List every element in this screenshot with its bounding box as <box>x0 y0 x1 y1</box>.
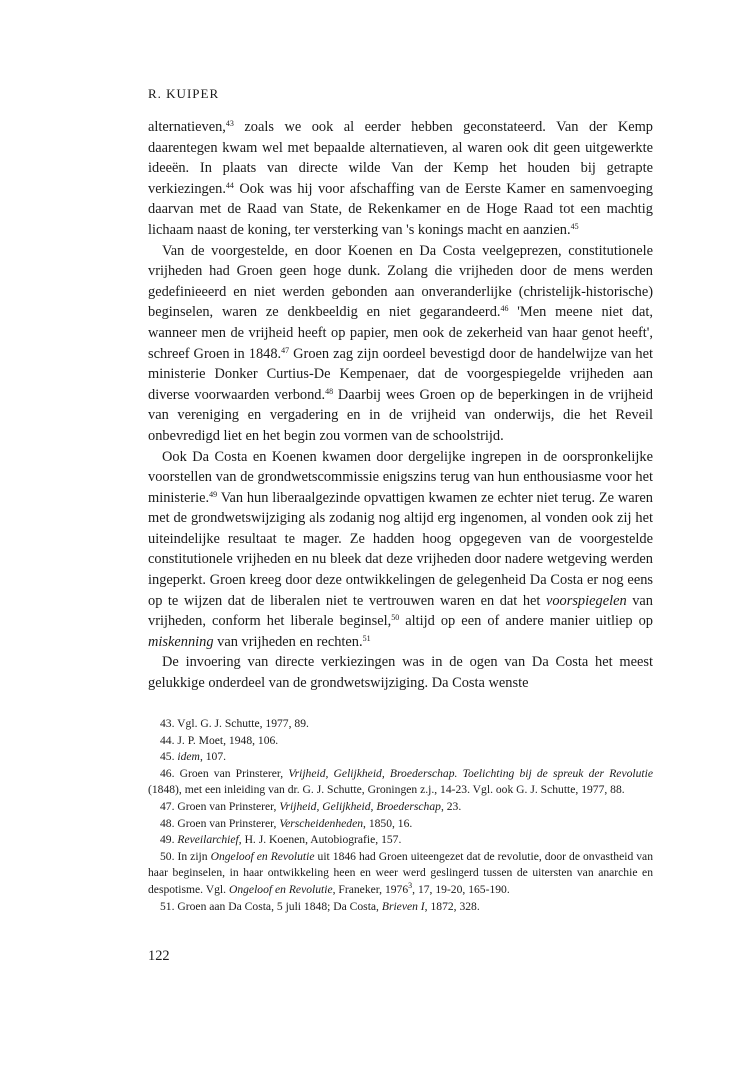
text-run: 'Men meene niet dat, wanneer men de vrijheid heeft op papier, men ook de zekerheid van haar genot heeft', schreef Groen in 1848. <box>148 304 654 362</box>
emphasis: Vrijheid, Gelijkheid, Broederschap. Toelichting bij de spreuk der Revolutie <box>288 766 653 780</box>
footnote <box>148 766 653 799</box>
text-run: , H. J. Koenen, Autobiografie, 157. <box>238 833 402 847</box>
paragraph <box>148 652 653 693</box>
text-run: , 107. <box>199 750 227 764</box>
text-run: Ook Da Costa en Koenen kwamen door dergelijke ingrepen in de oorspronkelijke voorstellen van de grondwetscommissie enigszins terug van hun enthousiasme voor het ministerie. <box>148 448 653 506</box>
footnote <box>148 799 653 816</box>
text-run: Groen zag zijn oordeel bevestigd door de handelwijze van het ministerie Donker Curtius-De Kempenaer, dat de voorgespiegelde vrijheden aan diverse voorwaarden verbond. <box>148 345 653 403</box>
text-run: zoals we ook al eerder hebben geconstateerd. Van der Kemp daarentegen kwam wel met bepaalde alternatieven, al waren ook dit geen uitgewerkte ideeën. In plaats van directe wilde Van der Kemp het houden bij getrapte verkiezingen. <box>148 119 653 197</box>
footnote-ref: 45 <box>570 221 579 231</box>
text-run: , 17, 19-20, 165-190. <box>412 882 510 896</box>
text-run: 49. <box>160 833 178 847</box>
text-run: Van hun liberaalgezinde opvattigen kwamen ze echter niet terug. Ze waren met de grondwetswijziging als zodanig nog altijd erg ingenomen, al vonden ook zij het uiteindelijke resultaat te mager. Ze hadden hoog opgegeven van de voorgestelde constitutionele vrijheden en nu bleek dat deze vrijheden door nadere wetgeving werden ingeperkt. Groen kreeg door deze ontwikkelingen de gelegenheid Da Costa er nog eens op te wijzen dat de liberalen niet te vertrouwen waren en dat het <box>148 489 653 609</box>
text-run: 46. Groen van Prinsterer, <box>160 766 289 780</box>
emphasis: Verscheidenheden <box>279 816 364 830</box>
emphasis: voorspiegelen <box>545 592 627 609</box>
footnote <box>148 849 653 899</box>
footnote-ref: 44 <box>225 180 234 190</box>
emphasis: Vrijheid, Gelijkheid, Broederschap <box>279 799 441 813</box>
emphasis: Ongeloof en Revolutie <box>228 882 333 896</box>
text-run: (1848), met een inleiding van dr. G. J. Schutte, Groningen z.j., 14-23. Vgl. ook G. J. Schutte, 1977, 88. <box>148 783 625 797</box>
footnote-ref: 49 <box>209 489 218 499</box>
footnote-ref: 51 <box>362 633 371 643</box>
footnote <box>148 749 653 766</box>
paragraph <box>148 447 653 653</box>
running-header: R. KUIPER <box>148 86 220 101</box>
text-run: , 1850, 16. <box>363 816 413 830</box>
footnote-ref: 46 <box>500 304 509 314</box>
text-run: Daarbij wees Groen op de beperkingen in de vrijheid van vereniging en vergadering en in de vrijheid van onderwijs, die het Reveil onbevredigd liet en het begin zou vormen van de schoolstrijd. <box>148 386 653 444</box>
footnote <box>148 832 653 849</box>
text-run: uit 1846 had Groen uiteengezet dat de revolutie, door de onvastheid van haar beginselen, in haar ontwikkeling heen en weer werd geslingerd tussen de uitersten van anarchie en despotisme. Vgl. <box>148 849 653 896</box>
emphasis: miskenning <box>148 633 214 650</box>
footnote-ref: 43 <box>225 119 234 128</box>
text-run: Van de voorgestelde, en door Koenen en Da Costa veelgeprezen, constitutionele vrijheden had Groen geen hoge dunk. Zolang die vrijheden door de mens werden gedefinieeerd en niet werden gebonden aan onveranderlijke (christelijk-historische) beginselen, waren ze denkbeeldig en niet gegarandeerd. <box>148 242 653 321</box>
text-run: , 23. <box>440 799 462 813</box>
emphasis: idem <box>177 750 200 764</box>
emphasis: Brieven I <box>381 899 425 913</box>
edition-superscript: 3 <box>408 880 413 890</box>
footnote <box>148 733 653 750</box>
footnote <box>148 716 653 733</box>
paragraph <box>148 241 653 447</box>
text-run: van vrijheden en rechten. <box>213 633 363 650</box>
paragraph <box>148 117 653 241</box>
text-run: 51. Groen aan Da Costa, 5 juli 1848; Da Costa, <box>160 899 382 913</box>
text-run: , Franeker, 1976 <box>332 882 409 896</box>
emphasis: Reveilarchief <box>177 833 239 847</box>
footnote-ref: 48 <box>325 386 334 396</box>
text-run: 44. J. P. Moet, 1948, 106. <box>160 733 279 747</box>
text-run: 43. Vgl. G. J. Schutte, 1977, 89. <box>160 717 309 730</box>
text-run: , 1872, 328. <box>424 899 480 913</box>
footnote <box>148 816 653 833</box>
main-text <box>148 117 653 694</box>
footnote-ref: 50 <box>391 613 400 623</box>
text-run: Ook was hij voor afschaffing van de Eerste Kamer en samenvoeging daarvan met de Raad van State, de Rekenkamer en de Hoge Raad tot een machtig lichaam naast de koning, ter versterking van 's konings macht en aanzien. <box>148 180 653 238</box>
footnote <box>148 899 653 916</box>
text-run: 47. Groen van Prinsterer, <box>160 799 280 813</box>
text-run: De invoering van directe verkiezingen was in de ogen van Da Costa het meest gelukkige onderdeel van de grondwetswijziging. Da Costa wenste <box>148 654 653 692</box>
text-run: 48. Groen van Prinsterer, <box>160 816 280 830</box>
footnote-ref: 47 <box>281 345 290 355</box>
text-run: altijd op een of andere manier uitliep op <box>399 613 653 630</box>
text-run: van vrijheden, conform het liberale beginsel, <box>148 592 653 630</box>
text-run: alternatieven, <box>148 119 226 135</box>
emphasis: Ongeloof en Revolutie <box>210 849 315 863</box>
page-number: 122 <box>148 948 170 964</box>
text-run: 45. <box>160 750 178 764</box>
footnotes <box>148 716 653 915</box>
text-run: 50. In zijn <box>160 849 211 863</box>
